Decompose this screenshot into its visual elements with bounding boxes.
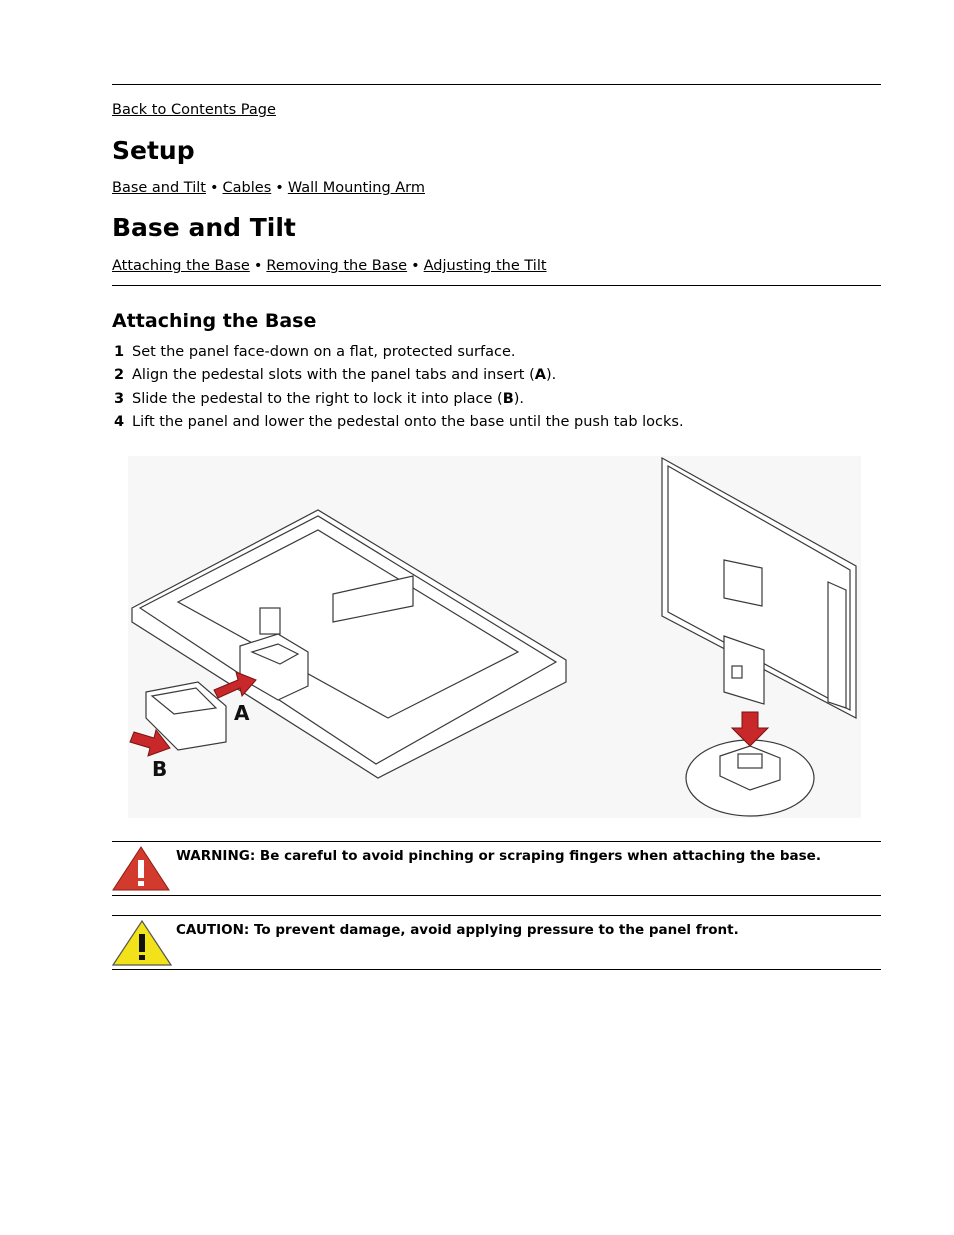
subsection-title: Attaching the Base — [112, 310, 317, 332]
setup-nav — [112, 178, 425, 198]
nav-separator: • — [275, 180, 284, 196]
caution-text: CAUTION: To prevent damage, avoid applying pressure to the panel front. — [176, 922, 739, 938]
label-b: B — [152, 757, 168, 781]
page-title: Setup — [112, 136, 195, 165]
nav-link-adjusting-tilt[interactable]: Adjusting the Tilt — [423, 258, 547, 274]
nav-separator: • — [209, 180, 219, 196]
nav-link-cables[interactable]: Cables — [222, 180, 272, 196]
section-nav — [112, 256, 547, 276]
stand-base — [686, 740, 814, 816]
step-item: 2 Align the pedestal slots with the panel tabs and insert (A). — [114, 367, 557, 384]
label-a: A — [234, 701, 250, 725]
warning-notice — [112, 841, 881, 896]
document-page — [112, 84, 881, 938]
base-attachment-illustration — [128, 456, 861, 818]
warning-triangle-icon — [112, 846, 170, 891]
warning-text: WARNING: Be careful to avoid pinching or scraping fingers when attaching the base. — [176, 848, 821, 864]
nav-link-base-and-tilt[interactable]: Base and Tilt — [112, 180, 206, 196]
top-rule — [112, 84, 881, 85]
step-item: 4 Lift the panel and lower the pedestal onto the base until the push tab locks. — [114, 414, 684, 431]
nav-link-wall-mounting-arm[interactable]: Wall Mounting Arm — [287, 180, 426, 196]
caution-triangle-icon — [112, 920, 172, 966]
section-title: Base and Tilt — [112, 213, 296, 242]
steps-list — [114, 341, 684, 435]
step-item: 1 Set the panel face-down on a flat, protected surface. — [114, 344, 516, 360]
step-item: 3 Slide the pedestal to the right to lock it into place (B). — [114, 390, 525, 407]
section-rule — [112, 285, 881, 286]
nav-separator: • — [411, 258, 420, 274]
nav-separator: • — [253, 258, 263, 274]
caution-notice — [112, 915, 881, 970]
illustration-svg — [128, 456, 861, 818]
nav-link-attaching-base[interactable]: Attaching the Base — [112, 258, 250, 274]
nav-link-removing-base[interactable]: Removing the Base — [266, 258, 408, 274]
back-to-contents-link[interactable]: Back to Contents Page — [112, 102, 276, 118]
